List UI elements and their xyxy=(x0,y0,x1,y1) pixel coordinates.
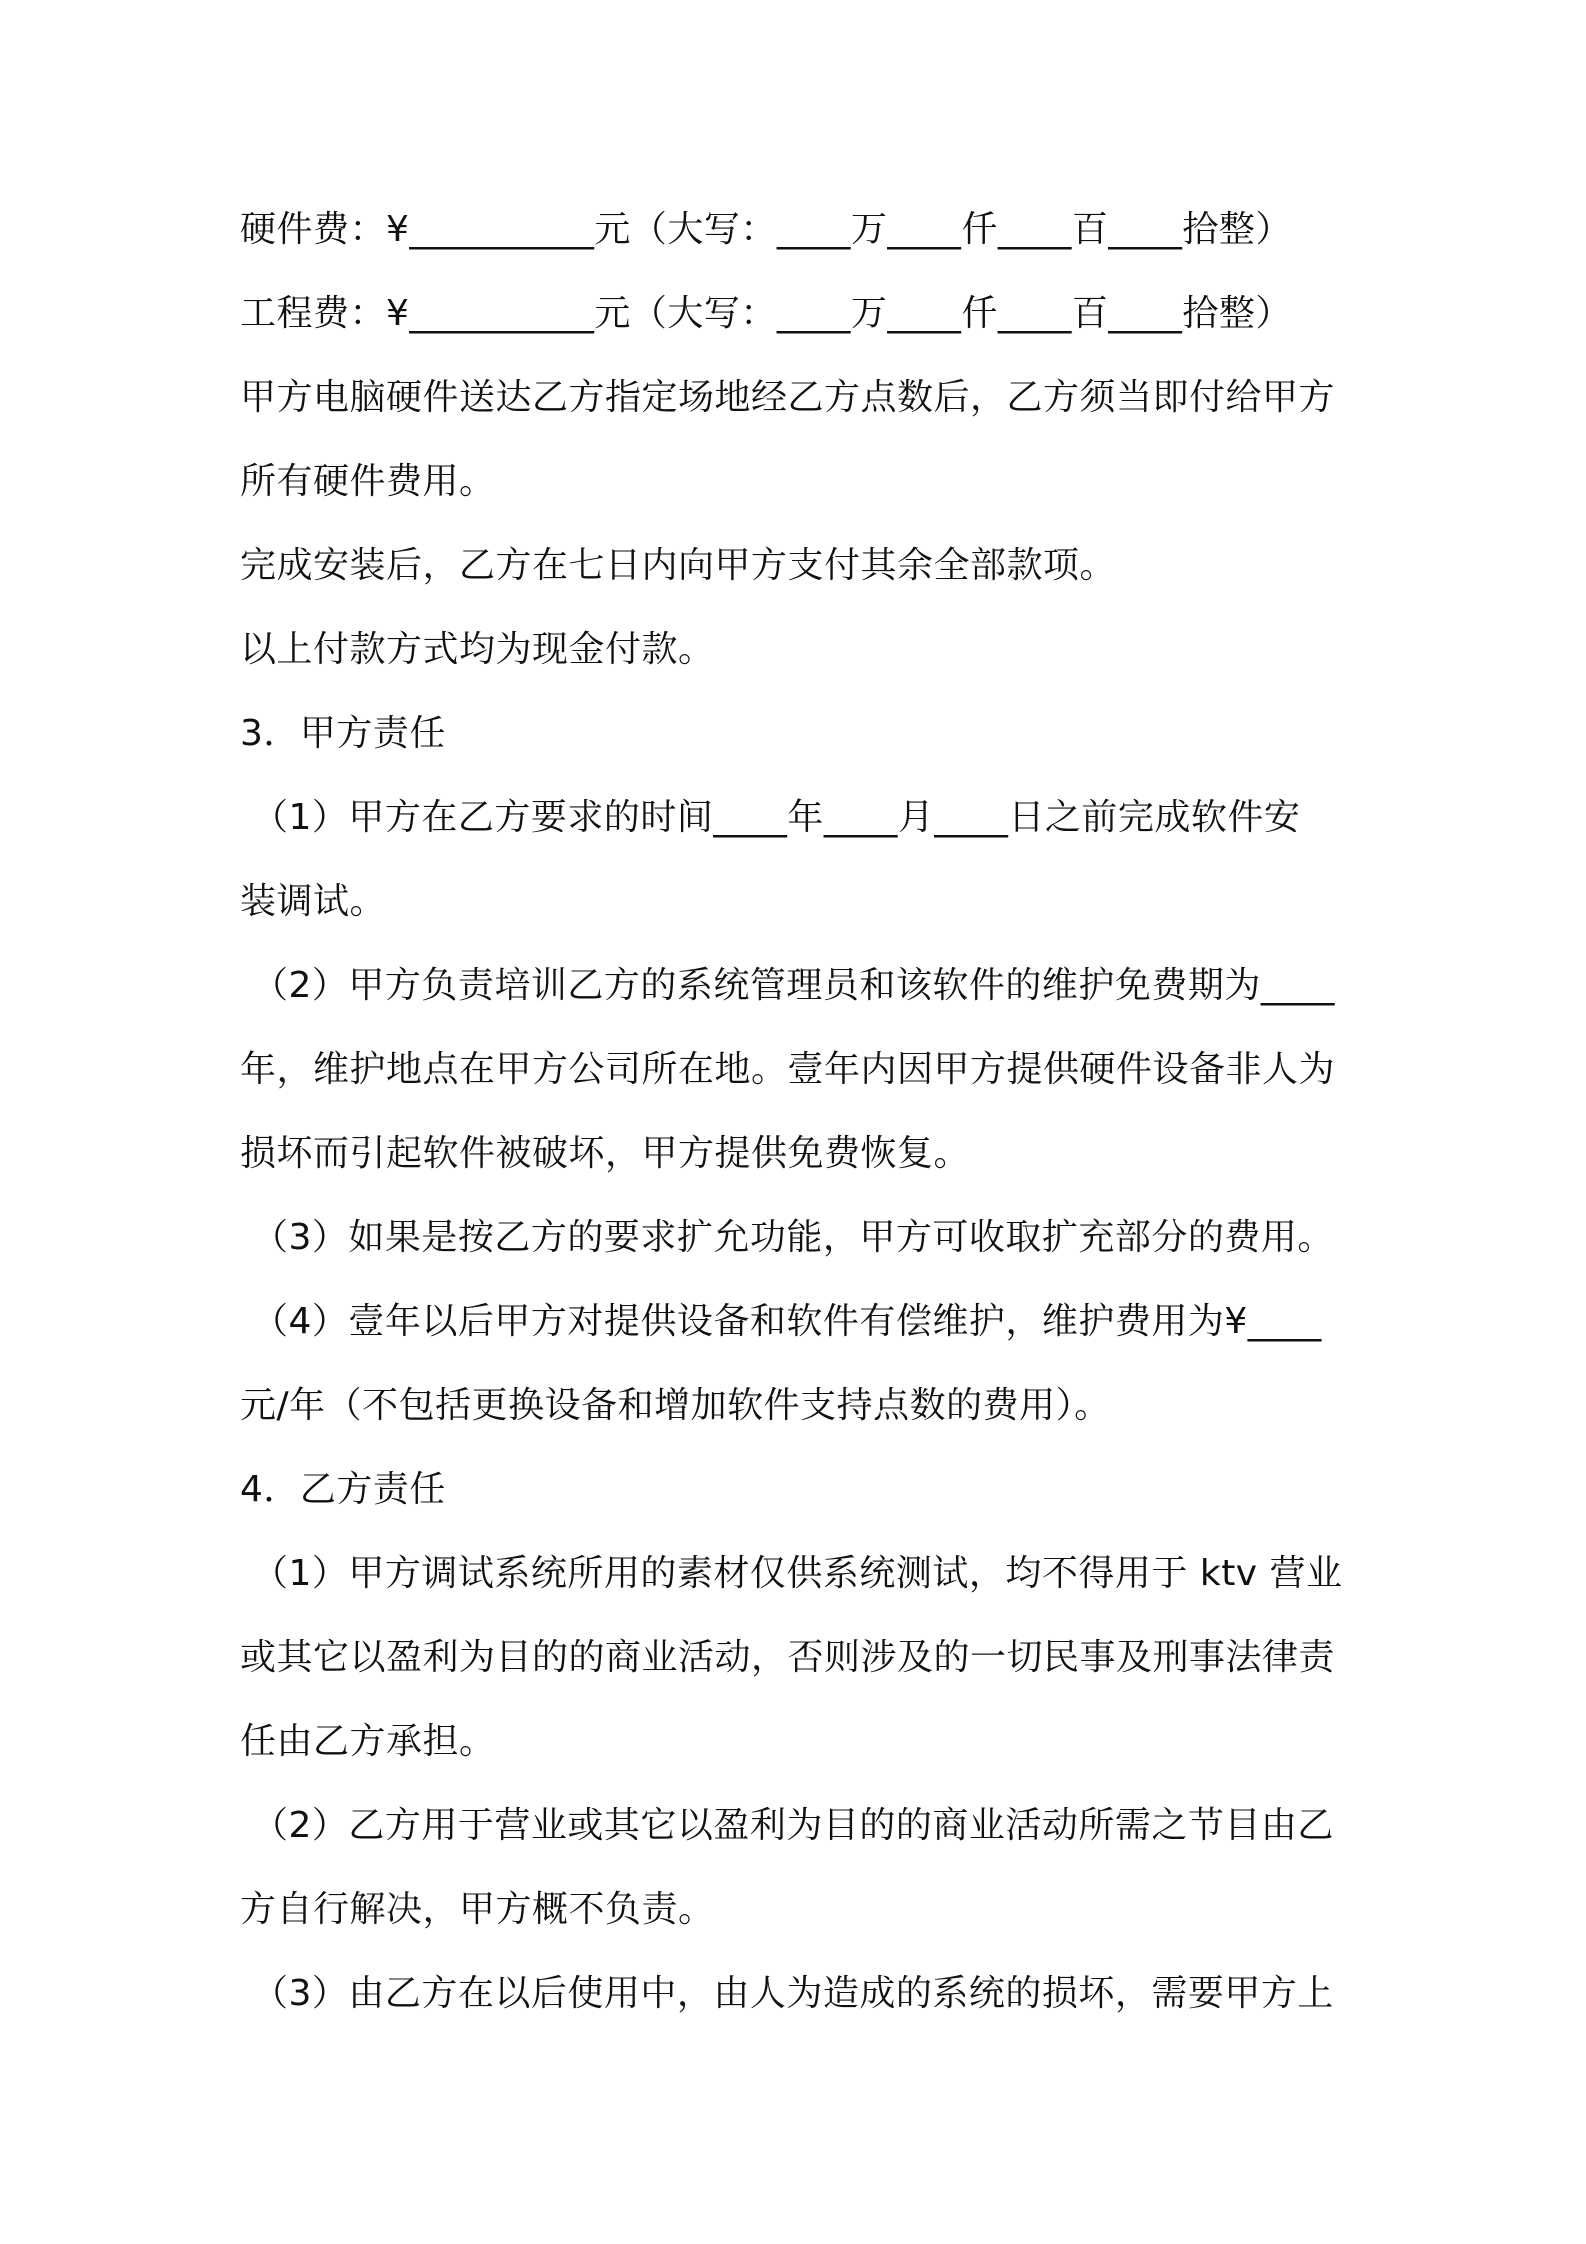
paragraph-line: 以上付款方式均为现金付款。 xyxy=(240,629,715,670)
clause-line: 任由乙方承担。 xyxy=(240,1721,496,1762)
clause-line: （2）甲方负责培训乙方的系统管理员和该软件的维护免费期为____ xyxy=(252,965,1335,1006)
clause-line: 或其它以盈利为目的的商业活动，否则涉及的一切民事及刑事法律责 xyxy=(240,1637,1336,1678)
hardware-fee-line: 硬件费：¥__________元（大写：____万____仟____百____拾整） xyxy=(240,209,1292,250)
clause-line: （1）甲方调试系统所用的素材仅供系统测试，均不得用于 ktv 营业 xyxy=(252,1553,1343,1594)
paragraph-line: 完成安装后，乙方在七日内向甲方支付其余全部款项。 xyxy=(240,545,1117,586)
section-heading-party-a: 3．甲方责任 xyxy=(240,713,446,754)
paragraph-line: 所有硬件费用。 xyxy=(240,461,496,502)
clause-line: 损坏而引起软件被破坏，甲方提供免费恢复。 xyxy=(240,1133,971,1174)
clause-line: （3）由乙方在以后使用中，由人为造成的系统的损坏，需要甲方上 xyxy=(252,1973,1334,2014)
paragraph-line: 甲方电脑硬件送达乙方指定场地经乙方点数后，乙方须当即付给甲方 xyxy=(240,377,1336,418)
clause-line: （1）甲方在乙方要求的时间____年____月____日之前完成软件安 xyxy=(252,797,1301,838)
clause-line: （3）如果是按乙方的要求扩允功能，甲方可收取扩充部分的费用。 xyxy=(252,1217,1334,1258)
section-heading-party-b: 4．乙方责任 xyxy=(240,1469,446,1510)
clause-line: 元/年（不包括更换设备和增加软件支持点数的费用）。 xyxy=(240,1385,1111,1426)
clause-line: 装调试。 xyxy=(240,881,387,922)
clause-line: 年，维护地点在甲方公司所在地。壹年内因甲方提供硬件设备非人为 xyxy=(240,1049,1336,1090)
engineering-fee-line: 工程费：¥__________元（大写：____万____仟____百____拾整） xyxy=(240,293,1292,334)
clause-line: （4）壹年以后甲方对提供设备和软件有偿维护，维护费用为¥____ xyxy=(252,1301,1322,1342)
clause-line: 方自行解决，甲方概不负责。 xyxy=(240,1889,715,1930)
clause-line: （2）乙方用于营业或其它以盈利为目的的商业活动所需之节目由乙 xyxy=(252,1805,1334,1846)
